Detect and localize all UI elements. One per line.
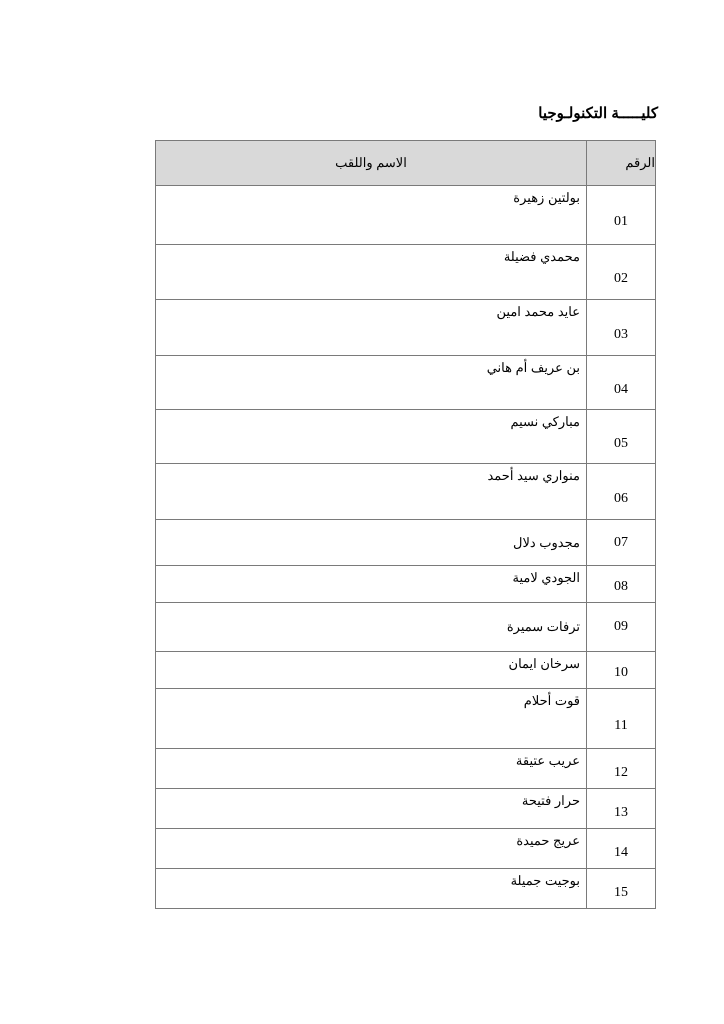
row-number: 01 (587, 186, 656, 245)
table-row (156, 186, 656, 245)
table-row (156, 603, 656, 652)
table-row (156, 410, 656, 464)
table-row (156, 869, 656, 909)
row-number: 09 (587, 603, 656, 652)
table-row (156, 652, 656, 689)
row-number: 03 (587, 300, 656, 356)
table-row (156, 464, 656, 520)
table-header-row (156, 141, 656, 186)
page-title: كليـــــة التكنولـوجيا (538, 105, 658, 122)
row-number: 12 (587, 749, 656, 789)
row-name: مجدوب دلال (156, 520, 587, 566)
row-number: 06 (587, 464, 656, 520)
row-name: الجودي لامية (156, 566, 587, 603)
table-row (156, 245, 656, 300)
table-row (156, 356, 656, 410)
row-name: عايد محمد امين (156, 300, 587, 356)
row-number: 15 (587, 869, 656, 909)
row-number: 04 (587, 356, 656, 410)
row-name: حرار فتيحة (156, 789, 587, 829)
student-table (155, 140, 656, 909)
table-row (156, 829, 656, 869)
table-row (156, 789, 656, 829)
table-row (156, 520, 656, 566)
row-number: 14 (587, 829, 656, 869)
column-header-number: الرقم (587, 141, 656, 186)
table-row (156, 300, 656, 356)
row-number: 05 (587, 410, 656, 464)
row-number: 11 (587, 689, 656, 749)
row-name: عريب عتيقة (156, 749, 587, 789)
row-number: 13 (587, 789, 656, 829)
row-name: مباركي نسيم (156, 410, 587, 464)
row-name: بولتين زهيرة (156, 186, 587, 245)
table-row (156, 689, 656, 749)
row-name: محمدي فضيلة (156, 245, 587, 300)
row-number: 02 (587, 245, 656, 300)
row-name: ترفات سميرة (156, 603, 587, 652)
table-row (156, 749, 656, 789)
row-name: منواري سيد أحمد (156, 464, 587, 520)
row-number: 10 (587, 652, 656, 689)
row-name: بن عريف أم هاني (156, 356, 587, 410)
row-number: 07 (587, 520, 656, 566)
table-row (156, 566, 656, 603)
row-number: 08 (587, 566, 656, 603)
column-header-name: الاسم واللقب (156, 141, 587, 186)
row-name: قوت أحلام (156, 689, 587, 749)
row-name: سرخان ايمان (156, 652, 587, 689)
row-name: بوجيت جميلة (156, 869, 587, 909)
row-name: عريج حميدة (156, 829, 587, 869)
